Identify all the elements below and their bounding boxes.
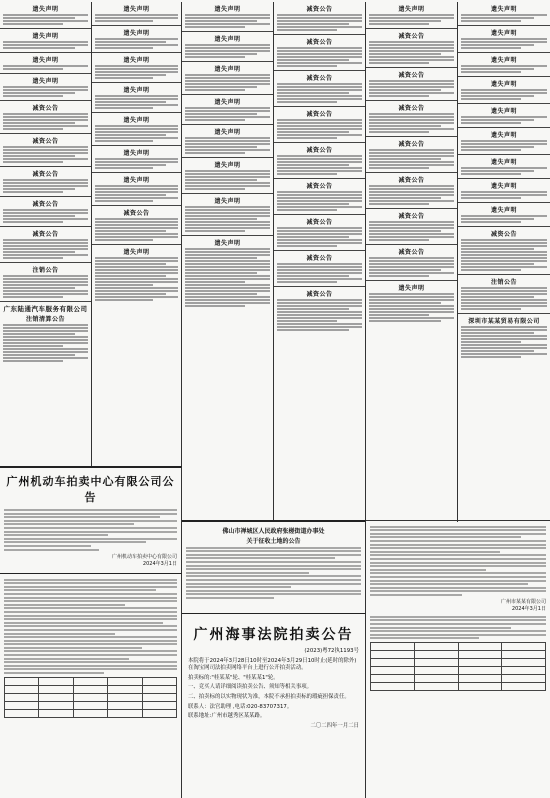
- notice: [92, 53, 181, 83]
- notice-company: [458, 314, 550, 361]
- notice: [0, 197, 91, 227]
- right-signature: 广州市某某有限公司: [500, 598, 546, 605]
- notice-title: 遗失声明: [214, 162, 241, 169]
- court-title: 广州海事法院拍卖公告: [193, 627, 354, 643]
- notice-title: 减资公告: [306, 39, 333, 46]
- notice: [92, 113, 181, 146]
- notice-title: 减资公告: [306, 219, 333, 226]
- court-auction-notice: [182, 614, 366, 798]
- notice-title: 遗失声明: [123, 249, 150, 256]
- notice-title: 遗失声明: [490, 6, 517, 13]
- notice-title: 遗失声明: [123, 6, 150, 13]
- notice-title: 遗失声明: [490, 183, 517, 190]
- right-date: 2024年3月1日: [511, 605, 546, 612]
- notice: [366, 68, 457, 101]
- notice: [0, 134, 91, 167]
- notice-title: 注销公告: [32, 267, 59, 274]
- notice: [366, 209, 457, 245]
- notice: [274, 287, 365, 334]
- notice: [274, 71, 365, 107]
- auction-notice: [0, 466, 182, 574]
- column-d: [274, 2, 366, 522]
- notice: [0, 29, 91, 53]
- notice-company: [0, 302, 91, 365]
- notice: [458, 53, 550, 77]
- notice-title: 遗失声明: [214, 36, 241, 43]
- column-a: [0, 2, 92, 468]
- notice: [92, 26, 181, 53]
- column-e: [366, 2, 458, 522]
- column-c: [182, 2, 274, 522]
- court-paragraph: 拍卖标的:"桂某某"轮、"桂某某1"轮。: [188, 674, 279, 681]
- notice-title: 遗失声明: [398, 6, 425, 13]
- right-lower-notice: [366, 520, 550, 798]
- notice-title: 遗失声明: [214, 6, 241, 13]
- notice: [458, 104, 550, 128]
- notice: [274, 179, 365, 215]
- court-date: 二〇二四年一月二日: [310, 722, 359, 729]
- notice: [182, 32, 273, 62]
- notice: [0, 101, 91, 134]
- notice: [92, 206, 181, 245]
- notice: [92, 146, 181, 173]
- notice-title: 遗失声明: [123, 87, 150, 94]
- notice-title: 遗失声明: [32, 78, 59, 85]
- notice: [458, 128, 550, 155]
- notice-title: 遗失声明: [214, 240, 241, 247]
- notice-title: 减资公告: [32, 231, 59, 238]
- notice-title: 减资公告: [32, 171, 59, 178]
- notice: [182, 2, 273, 32]
- notice-title: 减资公告: [32, 105, 59, 112]
- notice-title: 减资公告: [306, 183, 333, 190]
- notice: [366, 281, 457, 325]
- notice-title: 遗失声明: [214, 198, 241, 205]
- notice-table: [4, 677, 177, 718]
- notice: [458, 275, 550, 314]
- notice-title: 遗失声明: [490, 30, 517, 37]
- notice-title: 遗失声明: [32, 6, 59, 13]
- notice: [0, 53, 91, 74]
- notice-title: 减资公告: [306, 75, 333, 82]
- notice: [458, 227, 550, 275]
- notice-title: 遗失声明: [214, 66, 241, 73]
- notice-title: 遗失声明: [123, 57, 150, 64]
- notice-title: 遗失声明: [490, 132, 517, 139]
- notice-title: 减资公告: [398, 213, 425, 220]
- notice: [366, 2, 457, 29]
- court-paragraph: 联系人：法官助理 ,电话:020-83707317。: [188, 703, 293, 710]
- notice-title: 减资公告: [306, 6, 333, 13]
- case-number: (2023)粤72执1193号: [304, 648, 359, 654]
- notice-title: 遗失声明: [490, 207, 517, 214]
- notice: [0, 263, 91, 302]
- auction-date: 2024年3月1日: [142, 560, 177, 567]
- auction-signature: 广州机动车拍卖中心有限公司: [111, 553, 177, 560]
- notice-title: 遗失声明: [490, 57, 517, 64]
- notice: [274, 35, 365, 71]
- notice: [366, 137, 457, 173]
- court-paragraph: 二、拍卖标的以实物现状为准，本院不承担拍卖标的瑕疵担保责任。: [188, 693, 350, 700]
- column-f: [458, 2, 550, 522]
- notice-title: 减资公告: [306, 255, 333, 262]
- foshan-title: 佛山市禅城区人民政府张槎街道办事处: [222, 528, 325, 535]
- notice-title: 减资公告: [398, 33, 425, 40]
- notice-title: 减资公告: [306, 111, 333, 118]
- notice-title: 注销公告: [490, 279, 517, 286]
- notice-title: 遗失声明: [398, 285, 425, 292]
- notice-title: 遗失声明: [490, 159, 517, 166]
- notice-title: 减资公告: [398, 105, 425, 112]
- notice: [458, 77, 550, 104]
- notice-title: 减资公告: [32, 138, 59, 145]
- notice: [0, 2, 91, 29]
- notice-title: 遗失声明: [123, 117, 150, 124]
- notice-table: [370, 642, 546, 691]
- notice: [182, 62, 273, 95]
- notice-title: 减资公告: [398, 177, 425, 184]
- foshan-notice: [182, 520, 366, 614]
- court-paragraph: 一、竞买人请详细阅读拍卖公告、须知等相关事项。: [188, 684, 312, 691]
- notice: [182, 125, 273, 158]
- notice: [458, 26, 550, 53]
- notice-title: 遗失声明: [123, 150, 150, 157]
- notice: [274, 107, 365, 143]
- notice: [182, 95, 273, 125]
- notice: [0, 167, 91, 197]
- notice: [274, 215, 365, 251]
- notice: [182, 236, 273, 310]
- left-lower-notice: [0, 574, 182, 798]
- notice: [458, 155, 550, 179]
- notice-title: 遗失声明: [214, 99, 241, 106]
- notice-title: 减资公告: [398, 72, 425, 79]
- notice-title: 减资公告: [398, 141, 425, 148]
- notice-title: 减资公告: [123, 210, 150, 217]
- notice-title: 减资公告: [490, 231, 517, 238]
- notice: [0, 227, 91, 263]
- notice: [0, 74, 91, 101]
- notice: [274, 251, 365, 287]
- notice-title: 遗失声明: [123, 30, 150, 37]
- notice: [366, 29, 457, 68]
- notice: [458, 203, 550, 227]
- notice-title: 减资公告: [306, 147, 333, 154]
- notice-title: 减资公告: [398, 249, 425, 256]
- company-subheading: 注销清算公告: [25, 316, 65, 323]
- notice-title: 遗失声明: [490, 108, 517, 115]
- notice: [92, 83, 181, 113]
- notice-title: 减资公告: [32, 201, 59, 208]
- notice: [92, 173, 181, 206]
- column-b: [92, 2, 182, 468]
- notice: [92, 245, 181, 304]
- company-heading: 广东陆通汽车服务有限公司: [3, 305, 88, 313]
- foshan-subtitle: 关于征收土地的公告: [246, 538, 301, 545]
- notice: [92, 2, 181, 26]
- court-paragraph: 本院将于2024年3月28日10时至2024年3月29日10时止(延时的除外)在淘宝网司法拍卖网络平台上进行公开拍卖活动。: [188, 657, 357, 672]
- auction-title: 广州机动车拍卖中心有限公司公告: [6, 475, 175, 504]
- notice: [182, 158, 273, 194]
- notice: [458, 179, 550, 203]
- company-heading: 深圳市某某贸易有限公司: [468, 318, 540, 325]
- notice-title: 遗失声明: [123, 177, 150, 184]
- notice-title: 遗失声明: [214, 129, 241, 136]
- notice: [366, 101, 457, 137]
- notice-title: 遗失声明: [32, 57, 59, 64]
- notice: [274, 143, 365, 179]
- notice-title: 遗失声明: [490, 81, 517, 88]
- notice: [458, 2, 550, 26]
- notice-title: 减资公告: [306, 291, 333, 298]
- notice: [182, 194, 273, 236]
- notice: [366, 245, 457, 281]
- notice: [274, 2, 365, 35]
- notice: [366, 173, 457, 209]
- notice-title: 遗失声明: [32, 33, 59, 40]
- court-paragraph: 联系地址:广州市越秀区某某路。: [188, 713, 266, 720]
